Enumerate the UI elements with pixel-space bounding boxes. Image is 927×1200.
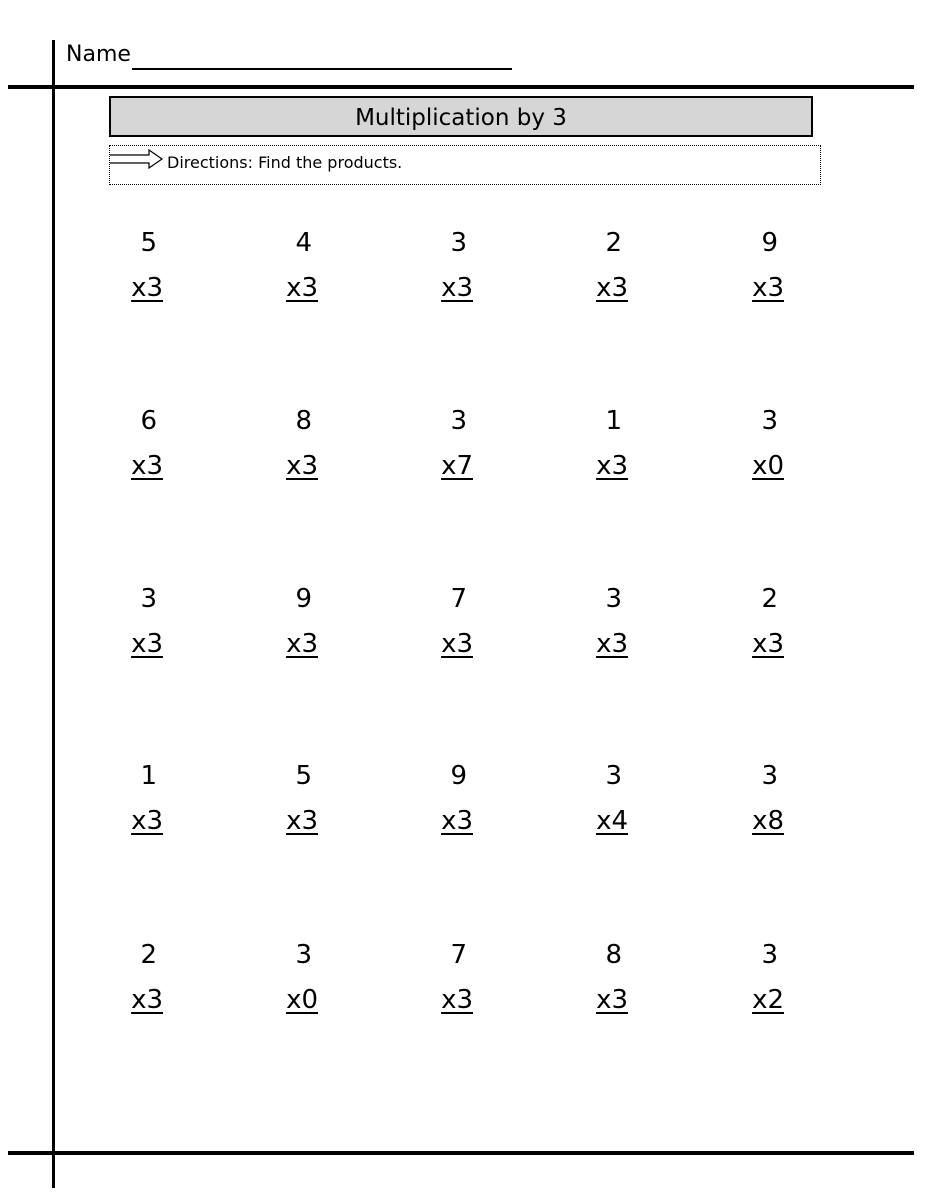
problem-multiplier: x0: [752, 451, 784, 481]
problem-multiplier: x3: [286, 273, 318, 303]
problem-multiplier: x3: [286, 629, 318, 659]
problem-multiplicand: 7: [450, 584, 467, 614]
problem-multiplicand: 8: [605, 940, 622, 970]
problem-multiplier: x3: [131, 806, 163, 836]
problem: [578, 226, 630, 305]
problem: [113, 582, 165, 661]
problem-multiplier: x3: [752, 273, 784, 303]
problem: [734, 226, 786, 305]
right-arrow-icon: [109, 149, 167, 169]
problem-multiplier: x3: [131, 451, 163, 481]
problem-multiplicand: 4: [295, 228, 312, 258]
problem: [268, 938, 320, 1017]
worksheet-title: [109, 96, 813, 137]
problem-multiplier: x3: [131, 629, 163, 659]
problem: [113, 938, 165, 1017]
problem: [423, 759, 475, 838]
problem-multiplier: x3: [752, 629, 784, 659]
problem-multiplicand: 3: [605, 584, 622, 614]
problem: [113, 759, 165, 838]
problem: [734, 582, 786, 661]
problem-multiplicand: 3: [761, 406, 778, 436]
problem: [268, 759, 320, 838]
problem: [578, 759, 630, 838]
problem-multiplicand: 5: [295, 761, 312, 791]
problem: [268, 582, 320, 661]
problem: [578, 582, 630, 661]
problem: [423, 226, 475, 305]
problem-multiplicand: 2: [761, 584, 778, 614]
problem-multiplier: x3: [441, 806, 473, 836]
problem-multiplicand: 7: [450, 940, 467, 970]
name-blank-line[interactable]: [132, 46, 512, 70]
problem-multiplier: x7: [441, 451, 473, 481]
problem: [578, 938, 630, 1017]
problem-multiplicand: 1: [605, 406, 622, 436]
problem-multiplier: x3: [596, 629, 628, 659]
problem-multiplicand: 3: [605, 761, 622, 791]
problem-multiplier: x3: [131, 273, 163, 303]
problem-multiplicand: 3: [761, 761, 778, 791]
left-margin-line: [52, 40, 55, 1188]
problem-multiplicand: 2: [605, 228, 622, 258]
problem: [423, 582, 475, 661]
bottom-divider-line: [8, 1151, 914, 1155]
problem-multiplier: x3: [286, 451, 318, 481]
problem-multiplier: x3: [441, 985, 473, 1015]
problem-multiplier: x2: [752, 985, 784, 1015]
problem-multiplier: x3: [286, 806, 318, 836]
problem-multiplicand: 9: [450, 761, 467, 791]
problem-multiplicand: 3: [761, 940, 778, 970]
problem-multiplicand: 2: [140, 940, 157, 970]
problem: [734, 759, 786, 838]
problem-multiplier: x4: [596, 806, 628, 836]
problem-multiplicand: 3: [450, 228, 467, 258]
name-field: [66, 40, 512, 70]
problem: [734, 938, 786, 1017]
problem-multiplier: x3: [596, 985, 628, 1015]
problem: [734, 404, 786, 483]
problem-multiplicand: 9: [295, 584, 312, 614]
top-divider-line: [8, 85, 914, 89]
problem-multiplicand: 9: [761, 228, 778, 258]
problem-multiplicand: 5: [140, 228, 157, 258]
problem: [423, 404, 475, 483]
problem-multiplier: x3: [441, 629, 473, 659]
directions-text: Directions: Find the products.: [167, 153, 403, 172]
problem-multiplicand: 8: [295, 406, 312, 436]
problem: [113, 404, 165, 483]
problem-multiplicand: 3: [450, 406, 467, 436]
problem-multiplicand: 3: [140, 584, 157, 614]
problem-multiplier: x3: [131, 985, 163, 1015]
problem-multiplicand: 1: [140, 761, 157, 791]
problem: [578, 404, 630, 483]
worksheet-title-text: Multiplication by 3: [355, 105, 567, 131]
problem-multiplicand: 6: [140, 406, 157, 436]
problem: [423, 938, 475, 1017]
problem: [268, 226, 320, 305]
problem: [268, 404, 320, 483]
problem-multiplier: x3: [441, 273, 473, 303]
directions-box: [109, 145, 821, 185]
name-label: Name: [66, 42, 131, 67]
problem-multiplier: x3: [596, 273, 628, 303]
problem-multiplier: x3: [596, 451, 628, 481]
problem-multiplier: x0: [286, 985, 318, 1015]
problem: [113, 226, 165, 305]
problem-multiplicand: 3: [295, 940, 312, 970]
problem-multiplier: x8: [752, 806, 784, 836]
